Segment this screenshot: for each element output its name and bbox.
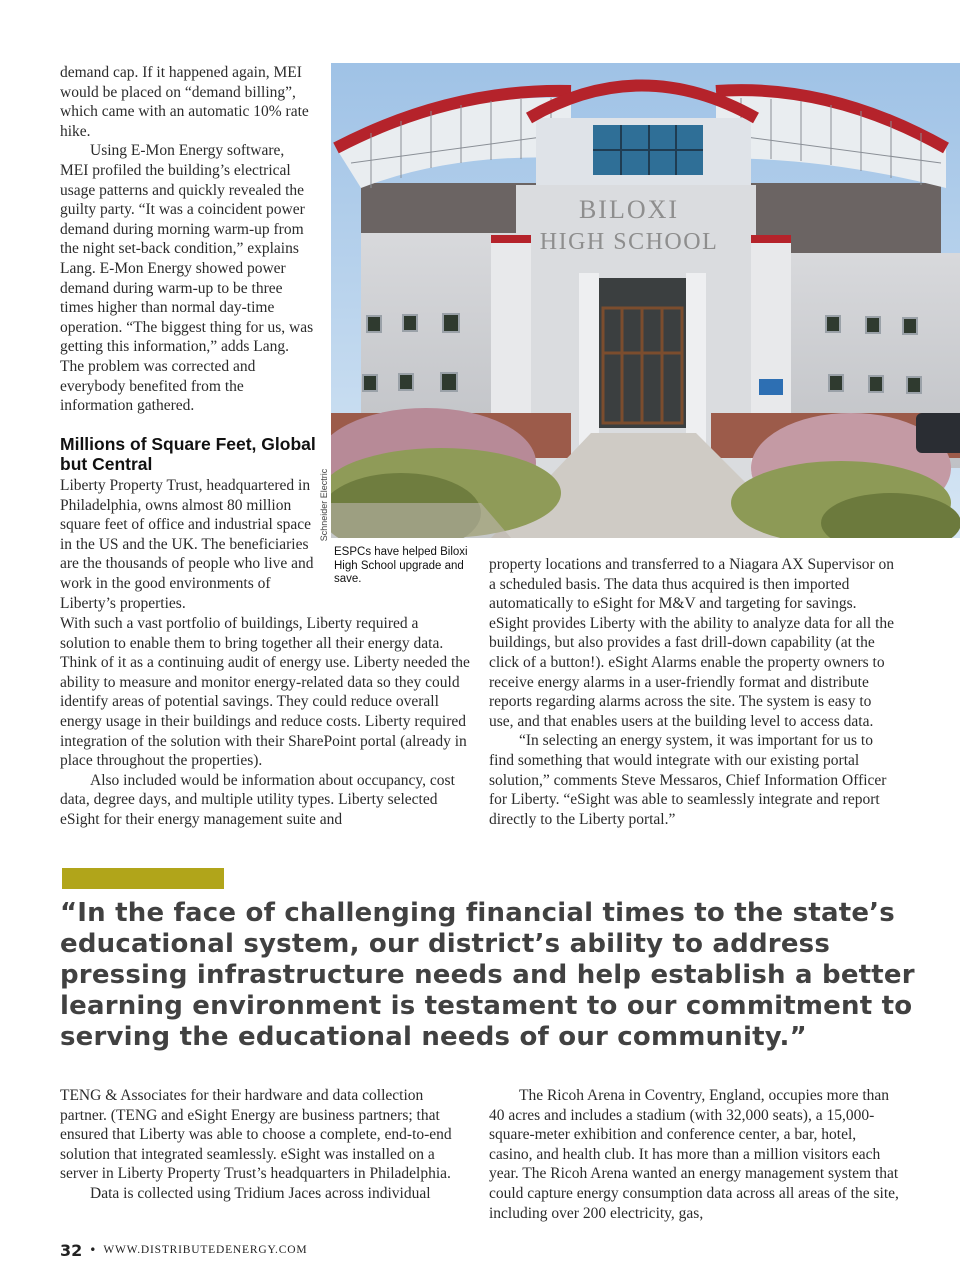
website-link[interactable]: WWW.DISTRIBUTEDENERGY.COM (103, 1244, 308, 1256)
photo-caption: ESPCs have helped Biloxi High School upgrade and save. (334, 546, 468, 585)
paragraph: With such a vast portfolio of buildings, Liberty required a solution to enable them to bring together all their energy data. Think of it as a continuing audit of energy use. Liberty needed the ability to measure and monitor energy-related data so they could identify areas of potential savings. They could reduce overall energy usage in their buildings and reduce costs. Liberty required integration of the solution with their SharePoint portal (already in place throughout the properties). (60, 615, 470, 770)
photo-credit: Schneider Electric (319, 468, 329, 542)
bottom-right-column (489, 1086, 899, 1223)
page-number: 32 (60, 1240, 83, 1260)
paragraph: Using E-Mon Energy software, MEI profiled the building’s electrical usage patterns and quickly revealed the guilty party. “It was a coincident power demand during morning warm-up from the night set-back condition,” explains Lang. E-Mon Energy showed power demand during warm-up to be three times higher than normal day-time operation. “The biggest thing for us, was getting this information,” adds Lang. The problem was corrected and everybody benefited from the information gathered. (60, 142, 314, 415)
sign-line-2: HIGH SCHOOL (539, 229, 719, 255)
sign-line-1: BILOXI (578, 195, 680, 224)
paragraph: Liberty Property Trust, headquartered in Philadelphia, owns almost 80 million square feet of office and industrial space in the US and the UK. The beneficiaries are the thousands of people who live and work in the good environments of Liberty’s properties. (60, 477, 314, 612)
footer-bullet: • (89, 1243, 97, 1257)
section-heading: Millions of Square Feet, Global but Central (60, 434, 316, 474)
right-column-mid (489, 555, 899, 829)
page-footer (60, 1240, 307, 1260)
left-column-top (60, 63, 316, 416)
pull-quote: “In the face of challenging financial times to the state’s educational system, our district’s ability to address pressing infrastructure needs and help establish a better learning environment is testament to our commitment to serving the educational needs of our community.” (60, 898, 915, 1052)
paragraph: Also included would be information about occupancy, cost data, degree days, and multiple utility types. Liberty selected eSight for their energy management suite and (60, 771, 455, 828)
left-column-narrow (60, 476, 316, 613)
paragraph: property locations and transferred to a Niagara AX Supervisor on a scheduled basis. The data thus acquired is then imported automatically to eSight for M&V and targeting for savings. eSight provides Liberty with the ability to analyze data for all the buildings, but also provides a fast drill-down capability (at the click of a button!). eSight Alarms enable the property owners to receive energy alarms in a user-friendly format and distribute reports regarding alarms across the site. The system is easy to use, and that enables users at the building level to access data. (489, 556, 895, 730)
paragraph: demand cap. If it happened again, MEI would be placed on “demand billing”, which came with an automatic 10% rate hike. (60, 64, 309, 140)
bottom-left-column (60, 1086, 470, 1204)
paragraph: The Ricoh Arena in Coventry, England, occupies more than 40 acres and includes a stadium (with 32,000 seats), a 15,000-square-meter exhibition and conference center, a bar, hotel, casino, and health club. It has more than a million visitors each year. The Ricoh Arena wanted an energy management system that could capture energy consumption data across all areas of the site, including over 200 electricity, gas, (489, 1087, 899, 1222)
left-column-full (60, 614, 470, 830)
school-photo (331, 63, 960, 538)
paragraph: Data is collected using Tridium Jaces across individual (90, 1184, 431, 1202)
paragraph: TENG & Associates for their hardware and data collection partner. (TENG and eSight Energy are business partners; that ensured that Liberty was able to choose a complete, end-to-end solution that integrated seamlessly. eSight was installed on a server in Liberty Property Trust’s headquarters in Philadelphia. (60, 1087, 452, 1183)
accent-bar (62, 868, 224, 889)
paragraph: “In selecting an energy system, it was important for us to find something that would integrate with our existing portal solution,” comments Steve Messaros, Chief Information Officer for Liberty. “eSight was able to seamlessly integrate and report directly to the Liberty portal.” (489, 732, 887, 828)
